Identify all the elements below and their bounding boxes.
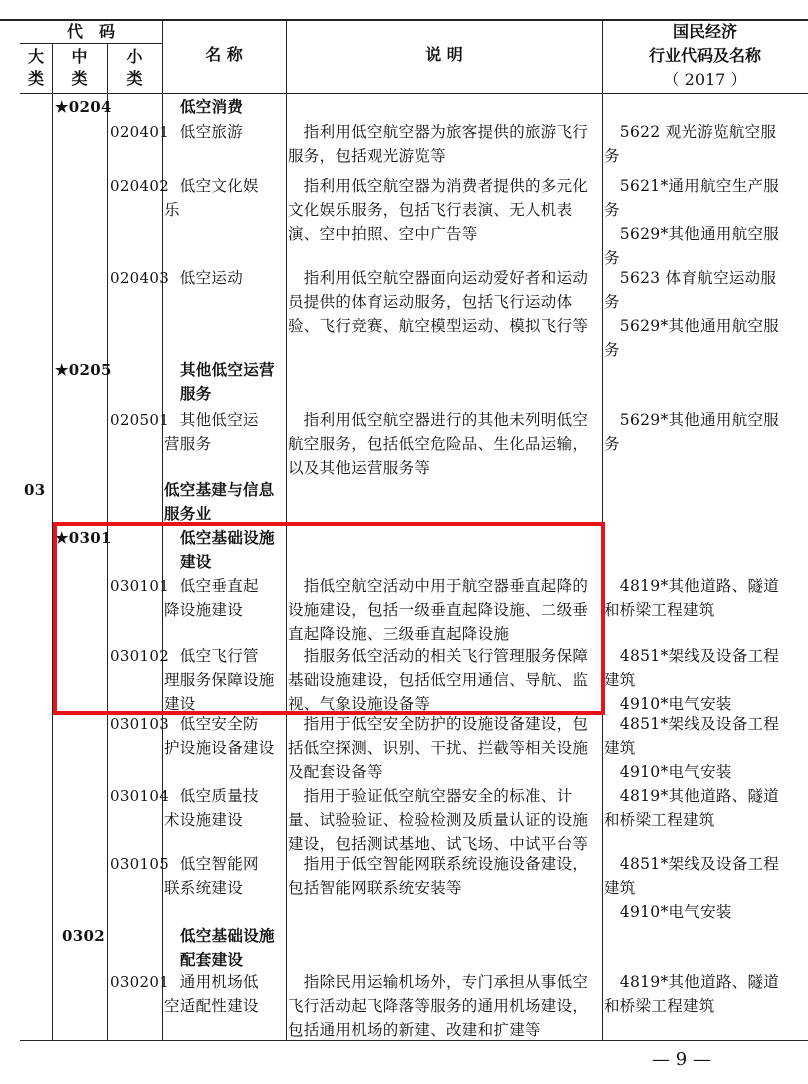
industry-030102: 4851*架线及设备工程 建筑 4910*电气安装 <box>604 647 780 713</box>
minor-code-030101: 030101 <box>110 577 170 595</box>
minor-code-020403: 020403 <box>110 269 170 287</box>
minor-code-020501: 020501 <box>110 411 170 429</box>
desc-020401: 指利用低空航空器为旅客提供的旅游飞行 服务，包括观光游览等 <box>288 123 589 165</box>
name-030104: 低空质量技 术设施建设 <box>164 787 259 829</box>
industry-030101: 4819*其他道路、隧道 和桥梁工程建筑 <box>604 577 780 619</box>
header-medium: 中 类 <box>71 47 88 88</box>
desc-030103: 指用于低空安全防护的设施设备建设，包 括低空探测、识别、干扰、拦截等相关设施 及配套设备等 <box>288 715 589 781</box>
name-0205: 其他低空运营 服务 <box>180 360 275 403</box>
name-030201: 通用机场低 空适配性建设 <box>164 973 259 1015</box>
medium-code-0205: ★0205 <box>55 361 112 379</box>
name-020403: 低空运动 <box>164 269 244 287</box>
major-code-03: 03 <box>24 481 46 499</box>
medium-code-0301: ★0301 <box>55 529 112 547</box>
minor-code-030103: 030103 <box>110 715 170 733</box>
medium-code-0204: ★0204 <box>55 98 112 116</box>
name-0302: 低空基础设施 配套建设 <box>180 926 275 969</box>
industry-030104: 4819*其他道路、隧道 和桥梁工程建筑 <box>604 787 780 829</box>
desc-020402: 指利用低空航空器为消费者提供的多元化 文化娱乐服务，包括飞行表演、无人机表 演、空中拍照、空中广告等 <box>288 177 589 243</box>
page-number: — 9 — <box>652 1049 711 1070</box>
name-030101: 低空垂直起 降设施建设 <box>164 577 259 619</box>
industry-030103: 4851*架线及设备工程 建筑 4910*电气安装 <box>604 715 780 781</box>
minor-code-030102: 030102 <box>110 647 170 665</box>
minor-code-030105: 030105 <box>110 855 170 873</box>
desc-030104: 指用于验证低空航空器安全的标准、计 量、试验验证、检验检测及质量认证的设施 建设，包括测试基地、试飞场、中试平台等 <box>288 787 589 853</box>
name-0301: 低空基础设施 建设 <box>180 528 275 571</box>
name-030103: 低空安全防 护设施设备建设 <box>164 715 275 757</box>
desc-020501: 指利用低空航空器进行的其他未列明低空 航空服务，包括低空危险品、生化品运输， 以及其他运营服务等 <box>288 411 589 477</box>
industry-020501: 5629*其他通用航空服 务 <box>604 411 780 453</box>
name-03: 低空基建与信息 服务业 <box>164 480 275 523</box>
name-030102: 低空飞行管 理服务保障设施 建设 <box>164 647 275 713</box>
name-030105: 低空智能网 联系统建设 <box>164 855 259 897</box>
desc-030101: 指低空航空活动中用于航空器垂直起降的 设施建设，包括一级垂直起降设施、二级垂 直起降设施、三级垂直起降设施 <box>288 577 589 643</box>
header-industry-line1: 国民经济 <box>672 22 737 41</box>
header-industry-line3: （ 2017 ） <box>663 70 747 89</box>
industry-020402: 5621*通用航空生产服 务 5629*其他通用航空服 务 <box>604 177 780 267</box>
industry-030105: 4851*架线及设备工程 建筑 4910*电气安装 <box>604 855 780 921</box>
name-0204: 低空消费 <box>180 97 244 116</box>
header-desc: 说 明 <box>425 45 463 64</box>
industry-030201: 4819*其他道路、隧道 和桥梁工程建筑 <box>604 973 780 1015</box>
name-020401: 低空旅游 <box>164 123 244 141</box>
header-industry-line2: 行业代码及名称 <box>648 46 761 65</box>
medium-code-0302: 0302 <box>62 927 105 945</box>
industry-020403: 5623 体育航空运动服 务 5629*其他通用航空服 务 <box>604 269 780 359</box>
desc-030105: 指用于低空智能网联系统设施设备建设， 包括智能网联系统安装等 <box>288 855 589 897</box>
highlight-box <box>53 522 605 715</box>
header-bottom-rule <box>20 93 808 94</box>
name-020501: 其他低空运 营服务 <box>164 411 259 453</box>
header-code-group: 代 码 <box>66 22 115 41</box>
industry-020401: 5622 观光游览航空服 务 <box>604 123 777 165</box>
minor-code-030201: 030201 <box>110 973 170 991</box>
minor-code-030104: 030104 <box>110 787 170 805</box>
header-minor: 小 类 <box>126 47 143 88</box>
desc-030102: 指服务低空活动的相关飞行管理服务保障 基础设施建设，包括低空用通信、导航、监 视、气象设施设备等 <box>288 647 589 713</box>
minor-code-020401: 020401 <box>110 123 170 141</box>
desc-030201: 指除民用运输机场外，专门承担从事低空 飞行活动起飞降落等服务的通用机场建设， 包括通用机场的新建、改建和扩建等 <box>288 973 589 1039</box>
desc-020403: 指利用低空航空器面向运动爱好者和运动 员提供的体育运动服务，包括飞行运动体 验、飞行竞赛、航空模型运动、模拟飞行等 <box>288 269 589 335</box>
minor-code-020402: 020402 <box>110 177 170 195</box>
header-major: 大 类 <box>27 47 44 88</box>
header-name: 名 称 <box>205 45 243 64</box>
name-020402: 低空文化娱 乐 <box>164 177 259 219</box>
